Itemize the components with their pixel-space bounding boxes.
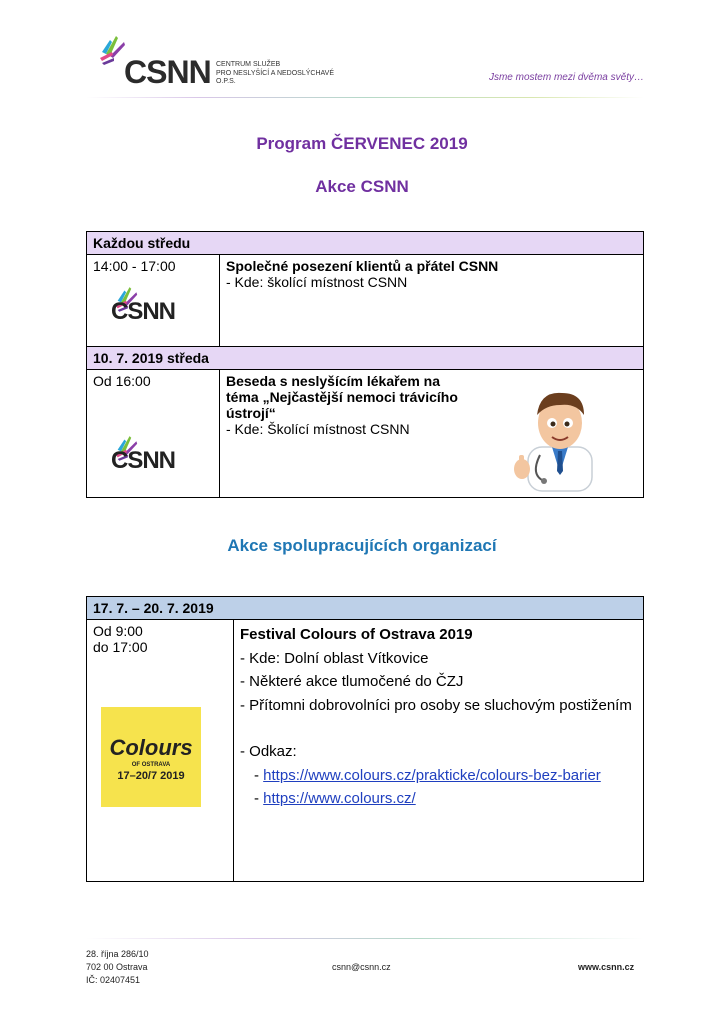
link-label: - Odkaz: [240, 743, 297, 760]
section-title-partners: Akce spolupracujících organizací [227, 536, 497, 555]
footer-address: 28. října 286/10 702 00 Ostrava IČ: 02407451 [86, 949, 149, 985]
colours-barrier-free-link[interactable]: https://www.colours.cz/prakticke/colours-bez-barier [263, 766, 601, 784]
csnn-logo-small: CSNN [105, 282, 205, 334]
event-time-cell: 14:00 - 17:00 CSNN [87, 255, 220, 347]
event-location: - Kde: Školící místnost CSNN [226, 421, 410, 437]
logo-subtitle: CENTRUM SLUŽEB PRO NESLYŠÍCÍ A NEDOSLÝCHAVÉ O.P.S. [216, 61, 335, 85]
header-divider [86, 97, 644, 98]
logo-wordmark: CSNN [124, 54, 211, 90]
event-title: Beseda s neslyšícím lékařem na téma „Nejčastější nemoci trávicího ústrojí“ [226, 373, 458, 421]
csnn-logo-small: CSNN [105, 431, 205, 483]
event-title: Festival Colours of Ostrava 2019 [240, 626, 473, 643]
section-title-csnn: Akce CSNN [315, 177, 409, 196]
doctor-illustration [510, 385, 610, 495]
tagline: Jsme mostem mezi dvěma světy… [488, 72, 644, 83]
csnn-logo [98, 30, 338, 90]
footer-website[interactable]: www.csnn.cz [578, 962, 635, 972]
event-location: - Kde: školící místnost CSNN [226, 274, 408, 290]
partner-events-table [86, 596, 644, 882]
event-date-header: Každou středu [87, 232, 644, 255]
event-time-cell: Od 16:00 CSNN [87, 370, 220, 498]
event-note: - Přítomni dobrovolníci pro osoby se sluchovým postižením [240, 696, 632, 714]
colours-homepage-link[interactable]: https://www.colours.cz/ [263, 790, 416, 807]
event-date-header: 10. 7. 2019 středa [87, 347, 644, 370]
event-detail-cell: Festival Colours of Ostrava 2019 - Kde: Dolní oblast Vítkovice - Některé akce tlumočené do ČZJ - Přítomni dobrovolníci pro osoby se sluchovým postižením - Odkaz: - https://www.colours.cz/prakticke/colours-bez-barier - https://www.colours.cz/ [234, 620, 644, 882]
event-date-header: 17. 7. – 20. 7. 2019 [87, 597, 644, 620]
footer-divider [86, 938, 644, 939]
colours-festival-image: Colours OF OSTRAVA 17–20/7 2019 [101, 707, 201, 807]
event-title: Společné posezení klientů a přátel CSNN [226, 258, 499, 274]
event-time-cell: Od 9:00 do 17:00 Colours OF OSTRAVA 17–20/7 2019 [87, 620, 234, 882]
event-note: - Některé akce tlumočené do ČZJ [240, 673, 464, 690]
event-location: - Kde: Dolní oblast Vítkovice [240, 649, 429, 667]
page-title: Program ČERVENEC 2019 [256, 134, 468, 153]
event-detail-cell [220, 255, 644, 347]
footer-email[interactable]: csnn@csnn.cz [332, 962, 391, 972]
